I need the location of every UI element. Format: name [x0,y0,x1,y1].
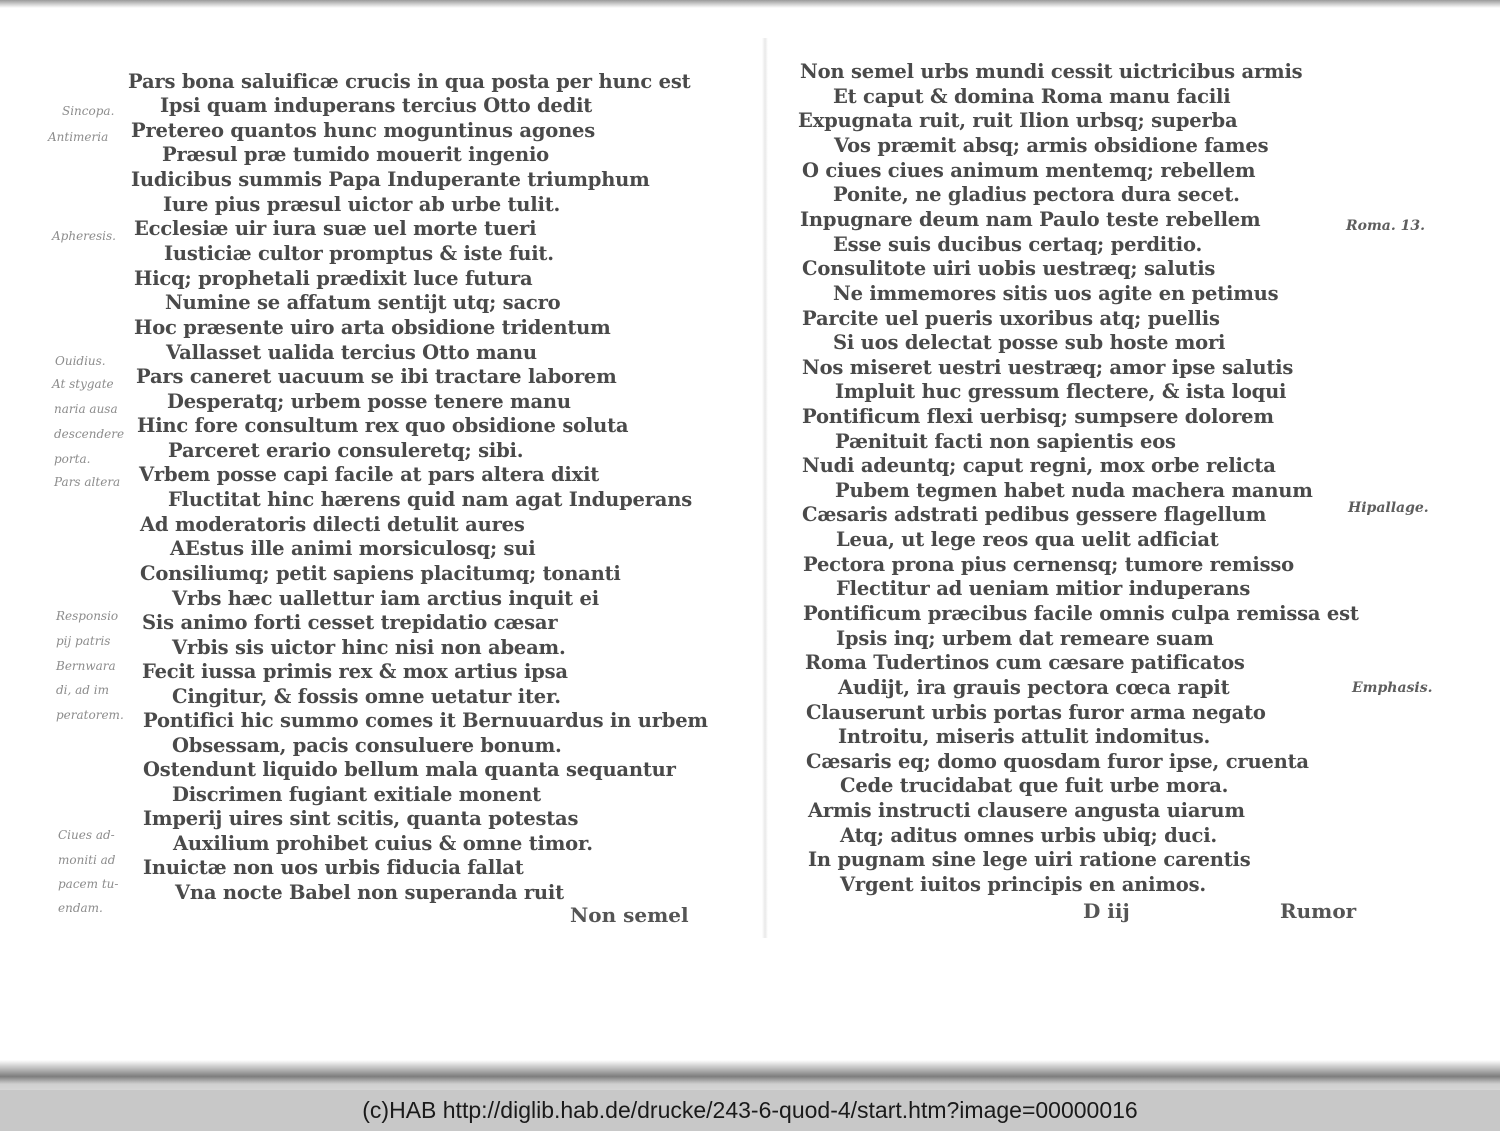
verse-line: Hinc fore consultum rex quo obsidione soluta [137,414,629,437]
verse-line: Introitu, miseris attulit indomitus. [838,725,1211,748]
verse-line: Pontifici hic summo comes it Bernuuardus in urbem [143,709,708,732]
verse-line: Cæsaris eq; domo quosdam furor ipse, cruenta [806,750,1309,773]
scan-edge-top [0,0,1500,8]
verse-line: Ipsis inq; urbem dat remeare suam [836,627,1214,650]
verse-line: Audijt, ira grauis pectora cœca rapit [838,676,1230,699]
verse-line: Pubem tegmen habet nuda machera manum [835,479,1313,502]
verse-line: Armis instructi clausere angusta uiarum [808,799,1245,822]
verse-line: Vrbem posse capi facile at pars altera dixit [139,463,600,486]
verse-line: Et caput & domina Roma manu facili [833,85,1231,108]
verse-line: Iure pius præsul uictor ab urbe tulit. [163,193,561,216]
verse-line: Vna nocte Babel non superanda ruit [175,881,564,904]
verse-line: AEstus ille animi morsiculosq; sui [170,537,536,560]
verse-line: Obsessam, pacis consuluere bonum. [172,734,562,757]
verse-line: Pontificum præcibus facile omnis culpa remissa est [803,602,1359,625]
margin-note: Responsio [56,609,119,623]
margin-note: Ciues ad- [58,828,115,842]
verse-line: Impluit huc gressum flectere, & ista loqui [835,380,1287,403]
verse-line: Pretereo quantos hunc moguntinus agones [131,119,596,142]
verse-line: Cede trucidabat que fuit urbe mora. [840,774,1229,797]
gutter [762,38,768,938]
verse-line: Vallasset ualida tercius Otto manu [166,341,537,364]
verse-line: Discrimen fugiant exitiale monent [172,783,541,806]
margin-note: moniti ad [58,853,116,867]
verse-line: Pars bona saluificæ crucis in qua posta per hunc est [128,70,691,93]
verse-line: Ostendunt liquido bellum mala quanta sequantur [143,758,676,781]
verse-line: Leua, ut lege reos qua uelit adficiat [836,528,1219,551]
margin-note: di, ad im [56,683,110,697]
margin-note: pacem tu- [58,877,119,891]
verse-line: Pænituit facti non sapientis eos [835,430,1176,453]
margin-note: peratorem. [56,708,124,722]
verse-line: Præsul præ tumido mouerit ingenio [162,143,549,166]
footer-bar [0,1090,1500,1131]
margin-note: Apheresis. [52,229,116,243]
verse-line: Flectitur ad ueniam mitior induperans [836,577,1251,600]
margin-note: descendere [54,427,125,441]
verse-line: Auxilium prohibet cuius & omne timor. [173,832,593,855]
verse-line: Imperij uires sint scitis, quanta potestas [143,807,579,830]
verse-line: O ciues ciues animum mentemq; rebellem [802,159,1256,182]
verse-line: Parcite uel pueris uxoribus atq; puellis [802,307,1220,330]
signature-mark: D iij [1083,899,1130,923]
margin-note: Ouidius. [55,354,106,368]
book-spread [0,8,1500,1062]
copyright-url: (c)HAB http://diglib.hab.de/drucke/243-6-quod-4/start.htm?image=00000016 [362,1097,1138,1123]
margin-note: Emphasis. [1352,680,1433,696]
verse-line: In pugnam sine lege uiri ratione carentis [808,848,1251,871]
verse-line: Hicq; prophetali prædixit luce futura [134,267,533,290]
margin-note: Bernwara [56,659,116,673]
verse-line: Consulitote uiri uobis uestræq; salutis [802,257,1216,280]
verse-line: Inuictæ non uos urbis fiducia fallat [143,856,524,879]
verse-line: Ne immemores sitis uos agite en petimus [833,282,1279,305]
verse-line: Clauserunt urbis portas furor arma negato [806,701,1266,724]
verse-line: Parceret erario consuleretq; sibi. [168,439,524,462]
verse-line: Esse suis ducibus certaq; perditio. [833,233,1203,256]
margin-note: At stygate [52,377,114,391]
margin-note: porta. [54,452,91,466]
verse-line: Hoc præsente uiro arta obsidione tridentum [134,316,611,339]
scan-edge-bottom [0,1060,1500,1090]
verse-line: Nos miseret uestri uestræq; amor ipse salutis [802,356,1294,379]
margin-note: Antimeria [48,130,109,144]
verse-line: Consiliumq; petit sapiens placitumq; tonanti [140,562,621,585]
margin-note: endam. [58,901,103,915]
verse-line: Desperatq; urbem posse tenere manu [167,390,571,413]
margin-note: Hipallage. [1348,500,1429,516]
verse-line: Atq; aditus omnes urbis ubiq; duci. [840,824,1218,847]
verse-line: Roma Tudertinos cum cæsare patificatos [805,651,1245,674]
verse-line: Iudicibus summis Papa Induperante triumphum [131,168,650,191]
verse-line: Vrgent iuitos principis en animos. [840,873,1206,896]
verse-line: Expugnata ruit, ruit Ilion urbsq; superba [798,109,1238,132]
catchword: Rumor [1280,899,1357,923]
verse-line: Ecclesiæ uir iura suæ uel morte tueri [134,217,537,240]
verse-line: Sis animo forti cesset trepidatio cæsar [142,611,558,634]
verse-line: Fecit iussa primis rex & mox artius ipsa [142,660,568,683]
verse-line: Ponite, ne gladius pectora dura secet. [833,183,1240,206]
verse-line: Vos præmit absq; armis obsidione fames [834,134,1269,157]
verse-line: Numine se affatum sentijt utq; sacro [165,291,561,314]
verse-line: Vrbs hæc uallettur iam arctius inquit ei [172,587,599,610]
margin-note: Sincopa. [62,104,115,118]
verse-line: Non semel urbs mundi cessit uictricibus armis [800,60,1303,83]
verse-line: Iusticiæ cultor promptus & iste fuit. [164,242,554,265]
margin-note: Pars altera [54,475,121,489]
verse-line: Ad moderatoris dilecti detulit aures [140,513,525,536]
verse-line: Pectora prona pius cernensq; tumore remisso [803,553,1294,576]
verse-line: Pars caneret uacuum se ibi tractare laborem [136,365,617,388]
verse-line: Cingitur, & fossis omne uetatur iter. [172,685,561,708]
margin-note: naria ausa [54,402,118,416]
verse-line: Inpugnare deum nam Paulo teste rebellem [800,208,1261,231]
verse-line: Pontificum flexi uerbisq; sumpsere dolorem [802,405,1274,428]
verse-line: Vrbis sis uictor hinc nisi non abeam. [172,636,566,659]
verse-line: Cæsaris adstrati pedibus gessere flagellum [802,503,1267,526]
verse-line: Nudi adeuntq; caput regni, mox orbe relicta [802,454,1276,477]
margin-note: pij patris [56,634,111,648]
verse-line: Ipsi quam induperans tercius Otto dedit [160,94,593,117]
verse-line: Fluctitat hinc hærens quid nam agat Induperans [168,488,692,511]
margin-note: Roma. 13. [1346,218,1425,234]
verse-line: Si uos delectat posse sub hoste mori [833,331,1226,354]
catchword: Non semel [570,903,689,927]
